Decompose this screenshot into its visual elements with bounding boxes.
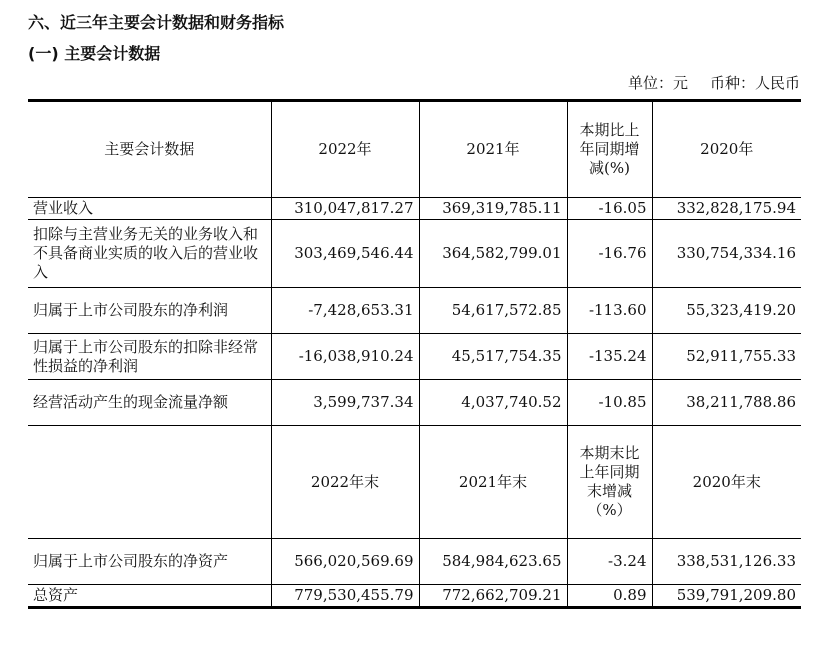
currency-label: 币种：人民币 [709, 74, 800, 92]
header-change-end: 本期末比上年同期末增减（%） [567, 426, 652, 539]
value-2021: 364,582,799.01 [419, 220, 567, 288]
value-change: -16.05 [567, 198, 652, 220]
value-2021: 4,037,740.52 [419, 380, 567, 426]
value-change: -3.24 [567, 539, 652, 585]
value-2021: 772,662,709.21 [419, 585, 567, 608]
unit-label: 单位：元 [627, 74, 688, 92]
value-2020: 330,754,334.16 [652, 220, 801, 288]
table-row [28, 198, 801, 220]
header-2020-end: 2020年末 [652, 426, 801, 539]
table-row [28, 334, 801, 380]
value-change: -113.60 [567, 288, 652, 334]
value-change: 0.89 [567, 585, 652, 608]
section-title: 六、近三年主要会计数据和财务指标 [28, 13, 285, 32]
value-change: -10.85 [567, 380, 652, 426]
value-2020: 539,791,209.80 [652, 585, 801, 608]
row-label: 扣除与主营业务无关的业务收入和不具备商业实质的收入后的营业收入 [28, 220, 271, 288]
value-2022: 303,469,546.44 [271, 220, 419, 288]
value-2021: 54,617,572.85 [419, 288, 567, 334]
value-2022: -16,038,910.24 [271, 334, 419, 380]
table-row [28, 220, 801, 288]
value-2021: 584,984,623.65 [419, 539, 567, 585]
table-row [28, 539, 801, 585]
value-2020: 52,911,755.33 [652, 334, 801, 380]
value-2020: 55,323,419.20 [652, 288, 801, 334]
header-2021-end: 2021年末 [419, 426, 567, 539]
value-change: -16.76 [567, 220, 652, 288]
value-change: -135.24 [567, 334, 652, 380]
header-2022-end: 2022年末 [271, 426, 419, 539]
row-label: 营业收入 [28, 198, 271, 220]
header-item-blank [28, 426, 271, 539]
period-end-header-row [28, 426, 801, 539]
row-label: 归属于上市公司股东的扣除非经常性损益的净利润 [28, 334, 271, 380]
value-2020: 332,828,175.94 [652, 198, 801, 220]
header-2021: 2021年 [419, 101, 567, 198]
table-row [28, 585, 801, 608]
value-2022: 3,599,737.34 [271, 380, 419, 426]
value-2022: 779,530,455.79 [271, 585, 419, 608]
table-header-row [28, 101, 801, 198]
value-2021: 369,319,785.11 [419, 198, 567, 220]
value-2020: 338,531,126.33 [652, 539, 801, 585]
header-2022: 2022年 [271, 101, 419, 198]
value-2021: 45,517,754.35 [419, 334, 567, 380]
row-label: 归属于上市公司股东的净资产 [28, 539, 271, 585]
table-row [28, 288, 801, 334]
header-change: 本期比上年同期增减(%) [567, 101, 652, 198]
header-item: 主要会计数据 [28, 101, 271, 198]
table-row [28, 380, 801, 426]
subsection-title: (一) 主要会计数据 [28, 44, 161, 63]
header-2020: 2020年 [652, 101, 801, 198]
row-label: 总资产 [28, 585, 271, 608]
value-2022: -7,428,653.31 [271, 288, 419, 334]
unit-currency-line [628, 73, 800, 93]
value-2020: 38,211,788.86 [652, 380, 801, 426]
accounting-data-table [28, 99, 801, 609]
value-2022: 310,047,817.27 [271, 198, 419, 220]
row-label: 归属于上市公司股东的净利润 [28, 288, 271, 334]
row-label: 经营活动产生的现金流量净额 [28, 380, 271, 426]
value-2022: 566,020,569.69 [271, 539, 419, 585]
